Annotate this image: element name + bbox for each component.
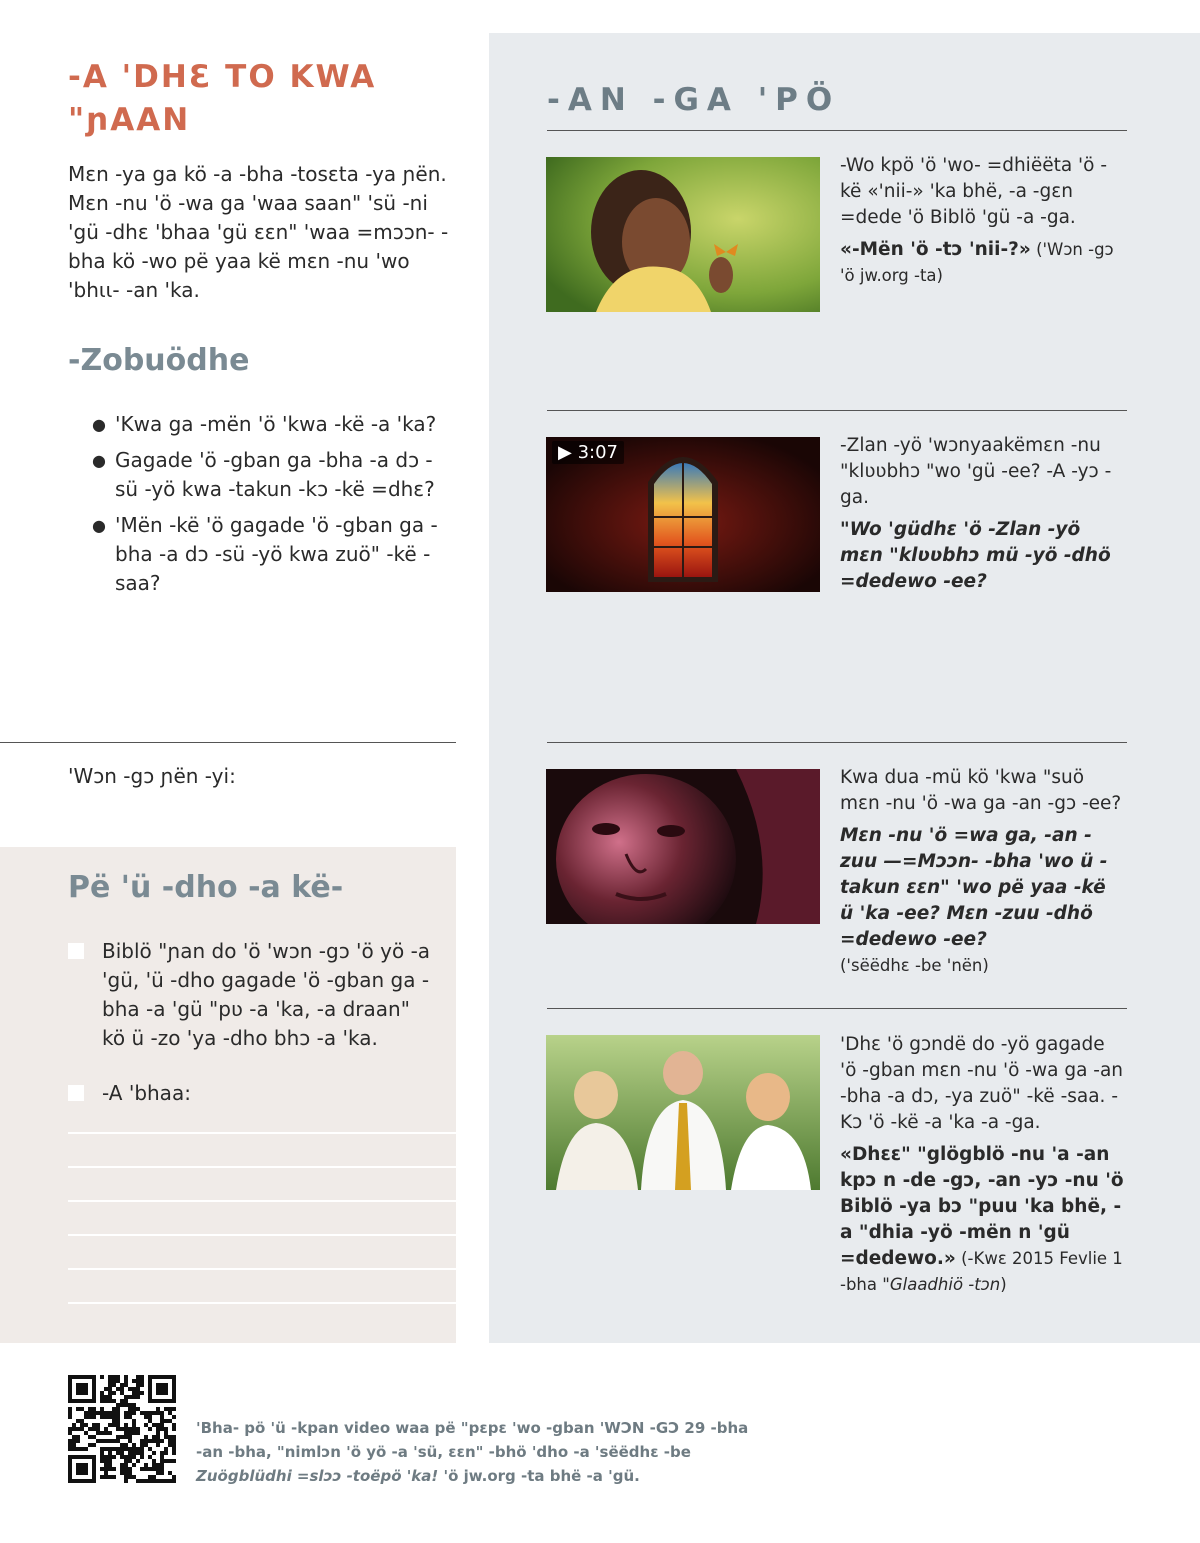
question-item: ● 'Kwa ga -mën 'ö 'kwa -kë -a 'ka? xyxy=(92,410,452,439)
video-duration-badge: ▶ 3:07 xyxy=(552,441,624,464)
checkbox[interactable] xyxy=(68,943,84,959)
divider xyxy=(547,742,1127,743)
reference-title[interactable]: «-Mën 'ö -tɔ 'nii-?» xyxy=(840,239,1031,260)
reference-title[interactable]: "Wo 'güdhɛ 'ö -Zlan -yö mɛn "klʋʋbhɔ mü -yö -dhö =dedewo -ee? xyxy=(840,519,1111,592)
item-description: -Zlan -yö 'wɔnyaakëmɛn -nu "klʋʋbhɔ "wo 'gü -ee? -A -yɔ -ga. "Wo 'güdhɛ 'ö -Zlan -yö mɛn "klʋʋbhɔ mü -yö -dhö =dedewo -ee? xyxy=(840,433,1125,595)
item-description: 'Dhɛ 'ö gɔndë do -yö gagade 'ö -gban mɛn -nu 'ö -wa ga -an -bha -a dɔ, -ya zuö" -kë -saa. -Kɔ 'ö -kë -a 'ka -a -ga. «Dhɛɛ" "glögblö -nu 'a -an kpɔ n -de -gɔ, -an -yɔ -nu 'ö Biblö -ya bɔ "puu 'ka bhë, -a "dhia -yö -mën n 'gü =dedewo.» (-Kwɛ 2015 Fevlie 1 -bha "Glaadhiö -tɔn) xyxy=(840,1034,1124,1294)
face-close-up-photo[interactable] xyxy=(546,769,820,924)
divider xyxy=(547,130,1127,131)
footer-text: 'Bha- pö 'ü -kpan video waa pë "pɛpɛ 'wo -gban 'WƆN -GƆ 29 -bha -an -bha, "nimlɔn 'ö yö -a 'sü, ɛɛn" -bhö 'dho -a 'sëëdhɛ -be Zuögblüdhi =slɔɔ -toëpö 'ka! 'ö jw.org -ta bhë -a 'gü. xyxy=(196,1419,749,1485)
writing-line[interactable] xyxy=(68,1268,456,1270)
writing-line[interactable] xyxy=(68,1132,456,1134)
writing-line[interactable] xyxy=(68,1200,456,1202)
section-heading: -AN -GA 'PÖ xyxy=(547,81,841,118)
girl-with-butterfly-photo[interactable] xyxy=(546,157,820,312)
zobuodhe-heading: -Zobuödhe xyxy=(68,343,250,378)
writing-line[interactable] xyxy=(68,1302,456,1304)
checkbox[interactable] xyxy=(68,1085,84,1101)
intro-paragraph: Mɛn -ya ga kö -a -bha -tosɛta -ya ɲën. Mɛn -nu 'ö -wa ga 'waa saan" 'sü -ni 'gü -dhɛ 'bhaa 'gü ɛɛn" 'waa =mɔɔn- -bha kö -wo pë yaa kë mɛn -nu 'wo 'bhɩɩ- -an 'ka. xyxy=(68,162,449,302)
divider xyxy=(547,410,1127,411)
divider xyxy=(547,1008,1127,1009)
reference-title[interactable]: Mɛn -nu 'ö =wa ga, -an -zuu —=Mɔɔn- -bha 'wo ü -takun ɛɛn" 'wo pë yaa -kë ü 'ka -ee? Mɛn -zuu -dhö =dedewo -ee? xyxy=(840,825,1108,950)
checkbox-label: -A 'bhaa: xyxy=(102,1081,191,1105)
checkbox-label: Biblö "ɲan do 'ö 'wɔn -gɔ 'ö yö -a 'gü, 'ü -dho gagade 'ö -gban ga -bha -a 'gü "pʋ -a 'ka, -a draan" kö ü -zo 'ya -dho bhɔ -a 'ka. xyxy=(102,939,431,1050)
notes-heading: Pë 'ü -dho -a kë- xyxy=(68,870,344,905)
bullet-icon: ● xyxy=(92,451,106,470)
publication-link[interactable]: Zuögblüdhi =slɔɔ -toëpö 'ka! xyxy=(196,1467,439,1485)
writing-line[interactable] xyxy=(68,1166,456,1168)
question-item: ● 'Mën -kë 'ö gagade 'ö -gban ga -bha -a dɔ -sü -yö kwa zuö" -kë -saa? xyxy=(92,513,438,595)
qr-code[interactable] xyxy=(68,1375,176,1483)
item-description: Kwa dua -mü kö 'kwa "suö mɛn -nu 'ö -wa ga -an -gɔ -ee? Mɛn -nu 'ö =wa ga, -an -zuu —=Mɔɔn- -bha 'wo ü -takun ɛɛn" 'wo pë yaa -kë ü 'ka -ee? Mɛn -zuu -dhö =dedewo -ee? ('sëëdhɛ -be 'nën) xyxy=(840,765,1125,979)
divider xyxy=(0,742,456,743)
bullet-icon: ● xyxy=(92,516,106,535)
writing-line[interactable] xyxy=(68,1234,456,1236)
play-icon: ▶ xyxy=(558,442,572,463)
won-go-label: 'Wɔn -gɔ ɲën -yi: xyxy=(68,764,236,788)
question-item: ● Gagade 'ö -gban ga -bha -a dɔ -sü -yö kwa -takun -kɔ -kë =dhɛ? xyxy=(92,448,435,501)
item-description: -Wo kpö 'ö 'wo- =dhiëëta 'ö -kë «'nii-» 'ka bhë, -a -gɛn =dede 'ö Biblö 'gü -a -ga. «-Mën 'ö -tɔ 'nii-?» ('Wɔn -gɔ 'ö jw.org -ta) xyxy=(840,155,1114,285)
three-people-talking-photo[interactable] xyxy=(546,1035,820,1190)
question-list xyxy=(92,410,452,605)
page-title: -A 'DHƐ TO KWA "ɲAAN xyxy=(68,59,377,138)
stained-glass-window-video[interactable] xyxy=(546,437,820,592)
reference-title[interactable]: «Dhɛɛ" "glögblö -nu 'a -an kpɔ n -de -gɔ, -an -yɔ -nu 'ö Biblö -ya bɔ "puu 'ka bhë, -a "dhia -yö -mën n 'gü =dedewo.» xyxy=(840,1144,1124,1269)
bullet-icon: ● xyxy=(92,415,106,434)
